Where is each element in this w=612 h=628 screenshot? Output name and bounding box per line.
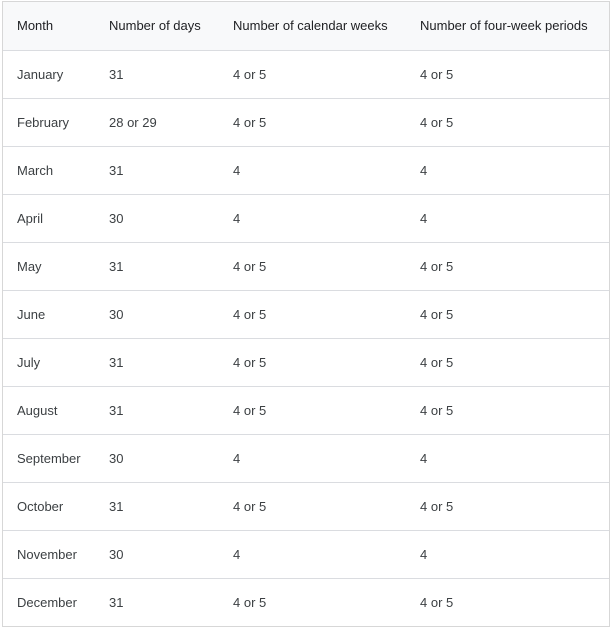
cell-calendar-weeks: 4 or 5 [217, 242, 404, 290]
table-row [3, 194, 609, 242]
cell-four-week-periods: 4 or 5 [404, 338, 609, 386]
cell-four-week-periods: 4 or 5 [404, 578, 609, 626]
table-row [3, 242, 609, 290]
cell-days: 30 [93, 530, 217, 578]
cell-calendar-weeks: 4 or 5 [217, 338, 404, 386]
cell-calendar-weeks: 4 or 5 [217, 578, 404, 626]
cell-days: 28 or 29 [93, 98, 217, 146]
cell-month: June [3, 290, 93, 338]
cell-calendar-weeks: 4 [217, 434, 404, 482]
cell-days: 30 [93, 194, 217, 242]
cell-four-week-periods: 4 or 5 [404, 242, 609, 290]
cell-four-week-periods: 4 or 5 [404, 98, 609, 146]
cell-month: February [3, 98, 93, 146]
cell-days: 31 [93, 578, 217, 626]
header-row [3, 2, 609, 50]
months-table [3, 2, 609, 627]
cell-month: July [3, 338, 93, 386]
cell-calendar-weeks: 4 [217, 530, 404, 578]
cell-days: 31 [93, 242, 217, 290]
table-row [3, 338, 609, 386]
cell-days: 31 [93, 146, 217, 194]
cell-calendar-weeks: 4 or 5 [217, 290, 404, 338]
cell-days: 30 [93, 434, 217, 482]
header-month: Month [3, 2, 93, 50]
header-number-of-days: Number of days [93, 2, 217, 50]
table-row [3, 146, 609, 194]
header-number-of-four-week-periods: Number of four-week periods [404, 2, 609, 50]
cell-days: 31 [93, 482, 217, 530]
cell-days: 31 [93, 50, 217, 98]
cell-month: March [3, 146, 93, 194]
table-row [3, 386, 609, 434]
table-row [3, 578, 609, 626]
cell-calendar-weeks: 4 or 5 [217, 386, 404, 434]
cell-four-week-periods: 4 [404, 194, 609, 242]
table-row [3, 98, 609, 146]
cell-month: September [3, 434, 93, 482]
months-table-container [2, 1, 610, 627]
table-body [3, 50, 609, 626]
cell-month: January [3, 50, 93, 98]
cell-calendar-weeks: 4 [217, 146, 404, 194]
cell-four-week-periods: 4 [404, 530, 609, 578]
cell-four-week-periods: 4 or 5 [404, 50, 609, 98]
cell-four-week-periods: 4 [404, 146, 609, 194]
cell-month: December [3, 578, 93, 626]
cell-four-week-periods: 4 or 5 [404, 482, 609, 530]
cell-four-week-periods: 4 or 5 [404, 386, 609, 434]
cell-days: 31 [93, 386, 217, 434]
table-row [3, 50, 609, 98]
table-row [3, 530, 609, 578]
cell-days: 31 [93, 338, 217, 386]
cell-days: 30 [93, 290, 217, 338]
cell-month: August [3, 386, 93, 434]
cell-month: October [3, 482, 93, 530]
table-row [3, 290, 609, 338]
cell-calendar-weeks: 4 or 5 [217, 50, 404, 98]
cell-month: April [3, 194, 93, 242]
cell-four-week-periods: 4 [404, 434, 609, 482]
header-number-of-calendar-weeks: Number of calendar weeks [217, 2, 404, 50]
cell-calendar-weeks: 4 [217, 194, 404, 242]
cell-calendar-weeks: 4 or 5 [217, 482, 404, 530]
table-row [3, 434, 609, 482]
cell-four-week-periods: 4 or 5 [404, 290, 609, 338]
table-header [3, 2, 609, 50]
cell-calendar-weeks: 4 or 5 [217, 98, 404, 146]
table-row [3, 482, 609, 530]
cell-month: May [3, 242, 93, 290]
cell-month: November [3, 530, 93, 578]
